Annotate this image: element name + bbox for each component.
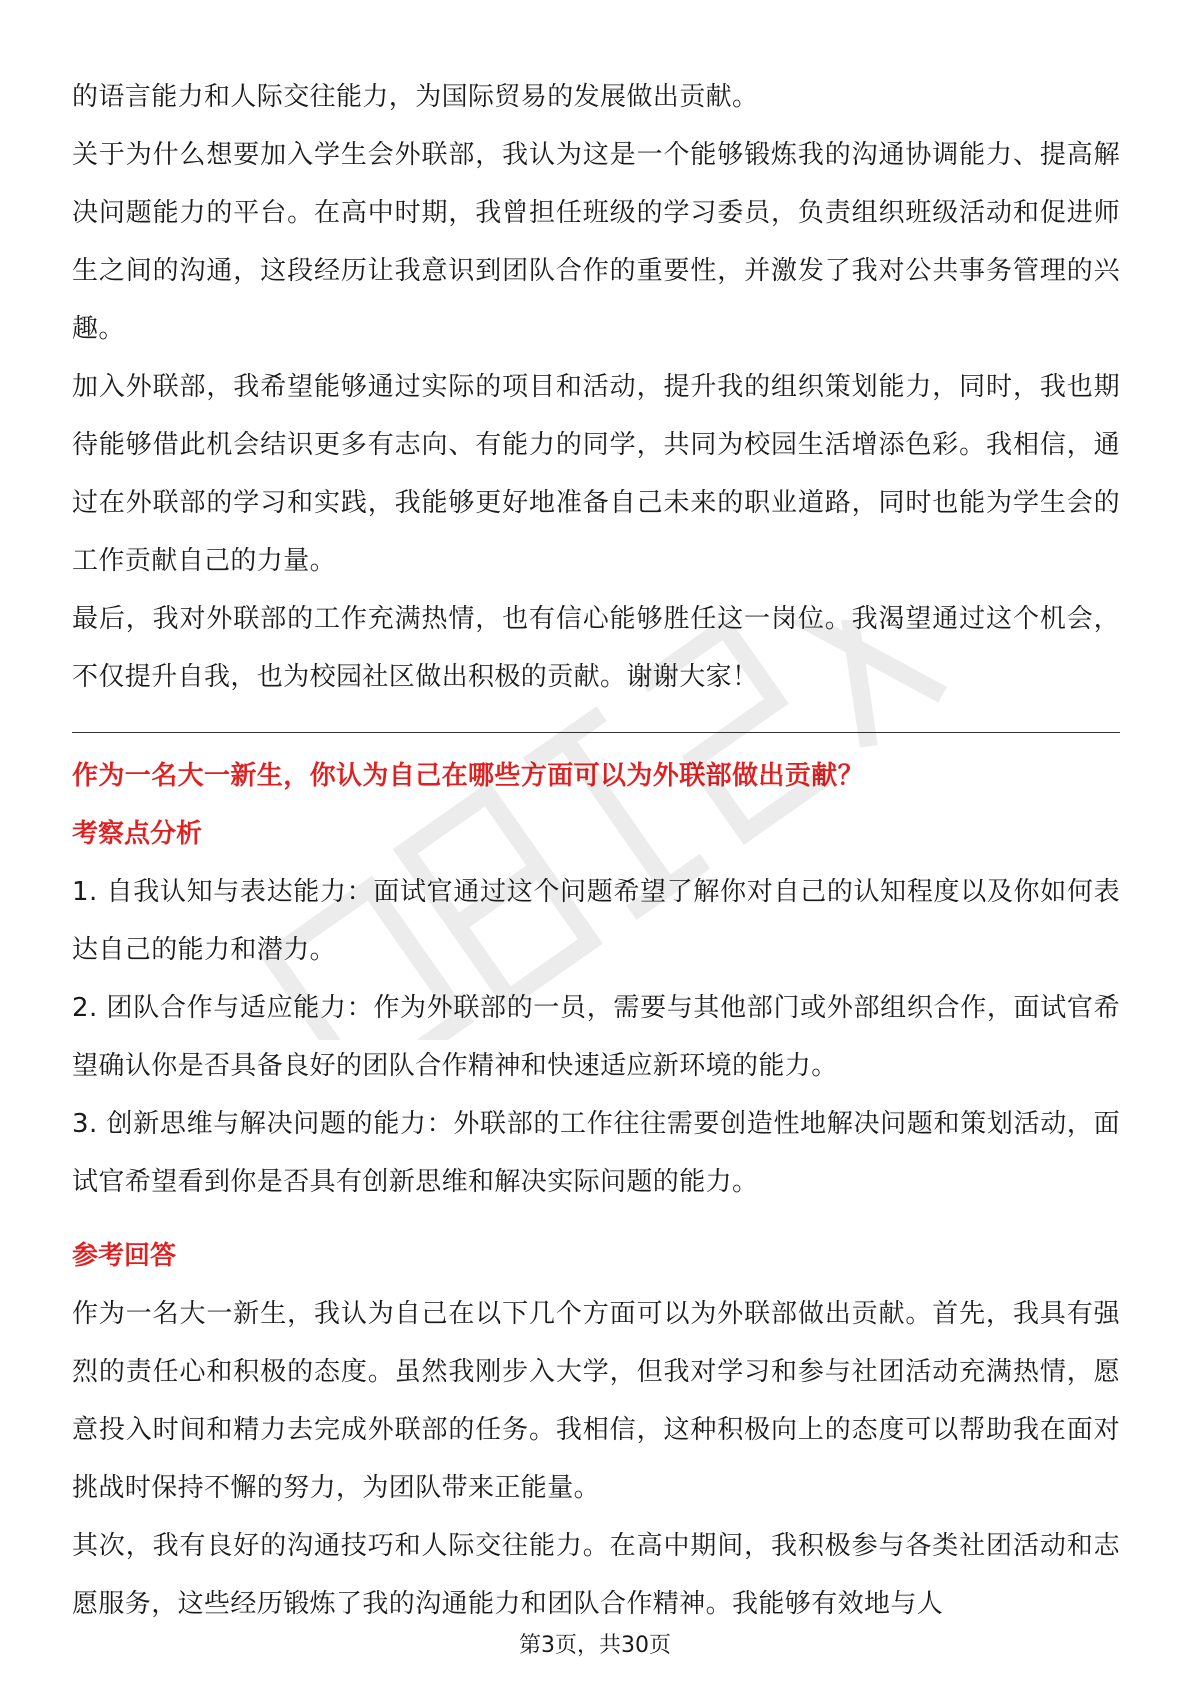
analysis-item: 1. 自我认知与表达能力：面试官通过这个问题希望了解你对自己的认知程度以及你如何表达自己的能力和潜力。 xyxy=(72,877,1120,965)
analysis-item: 2. 团队合作与适应能力：作为外联部的一员，需要与其他部门或外部组织合作，面试官希望确认你是否具备良好的团队合作精神和快速适应新环境的能力。 xyxy=(72,993,1120,1081)
answer-paragraph: 作为一名大一新生，我认为自己在以下几个方面可以为外联部做出贡献。首先，我具有强烈的责任心和积极的态度。虽然我刚步入大学，但我对学习和参与社团活动充满热情，愿意投入时间和精力去完成外联部的任务。我相信，这种积极向上的态度可以帮助我在面对挑战时保持不懈的努力，为团队带来正能量。 xyxy=(72,1299,1120,1503)
intro-paragraph: 的语言能力和人际交往能力，为国际贸易的发展做出贡献。 xyxy=(72,82,759,112)
analysis-item: 3. 创新思维与解决问题的能力：外联部的工作往往需要创造性地解决问题和策划活动，面试官希望看到你是否具有创新思维和解决实际问题的能力。 xyxy=(72,1109,1120,1197)
intro-paragraph: 关于为什么想要加入学生会外联部，我认为这是一个能够锻炼我的沟通协调能力、提高解决问题能力的平台。在高中时期，我曾担任班级的学习委员，负责组织班级活动和促进师生之间的沟通，这段经历让我意识到团队合作的重要性，并激发了我对公共事务管理的兴趣。 xyxy=(72,140,1120,344)
section-divider xyxy=(72,732,1120,733)
answer-heading: 参考回答 xyxy=(72,1241,177,1271)
analysis-heading: 考察点分析 xyxy=(72,819,203,849)
intro-paragraph: 加入外联部，我希望能够通过实际的项目和活动，提升我的组织策划能力，同时，我也期待能够借此机会结识更多有志向、有能力的同学，共同为校园生活增添色彩。我相信，通过在外联部的学习和实践，我能够更好地准备自己未来的职业道路，同时也能为学生会的工作贡献自己的力量。 xyxy=(72,372,1120,576)
page-footer: 第3页，共30页 xyxy=(519,1633,671,1658)
question-heading: 作为一名大一新生，你认为自己在哪些方面可以为外联部做出贡献？ xyxy=(72,761,865,791)
answer-paragraph: 其次，我有良好的沟通技巧和人际交往能力。在高中期间，我积极参与各类社团活动和志愿服务，这些经历锻炼了我的沟通能力和团队合作精神。我能够有效地与人 xyxy=(72,1531,1120,1619)
intro-paragraph: 最后，我对外联部的工作充满热情，也有信心能够胜任这一岗位。我渴望通过这个机会，不仅提升自我，也为校园社区做出积极的贡献。谢谢大家！ xyxy=(72,604,1120,692)
document-body xyxy=(72,68,1120,1633)
